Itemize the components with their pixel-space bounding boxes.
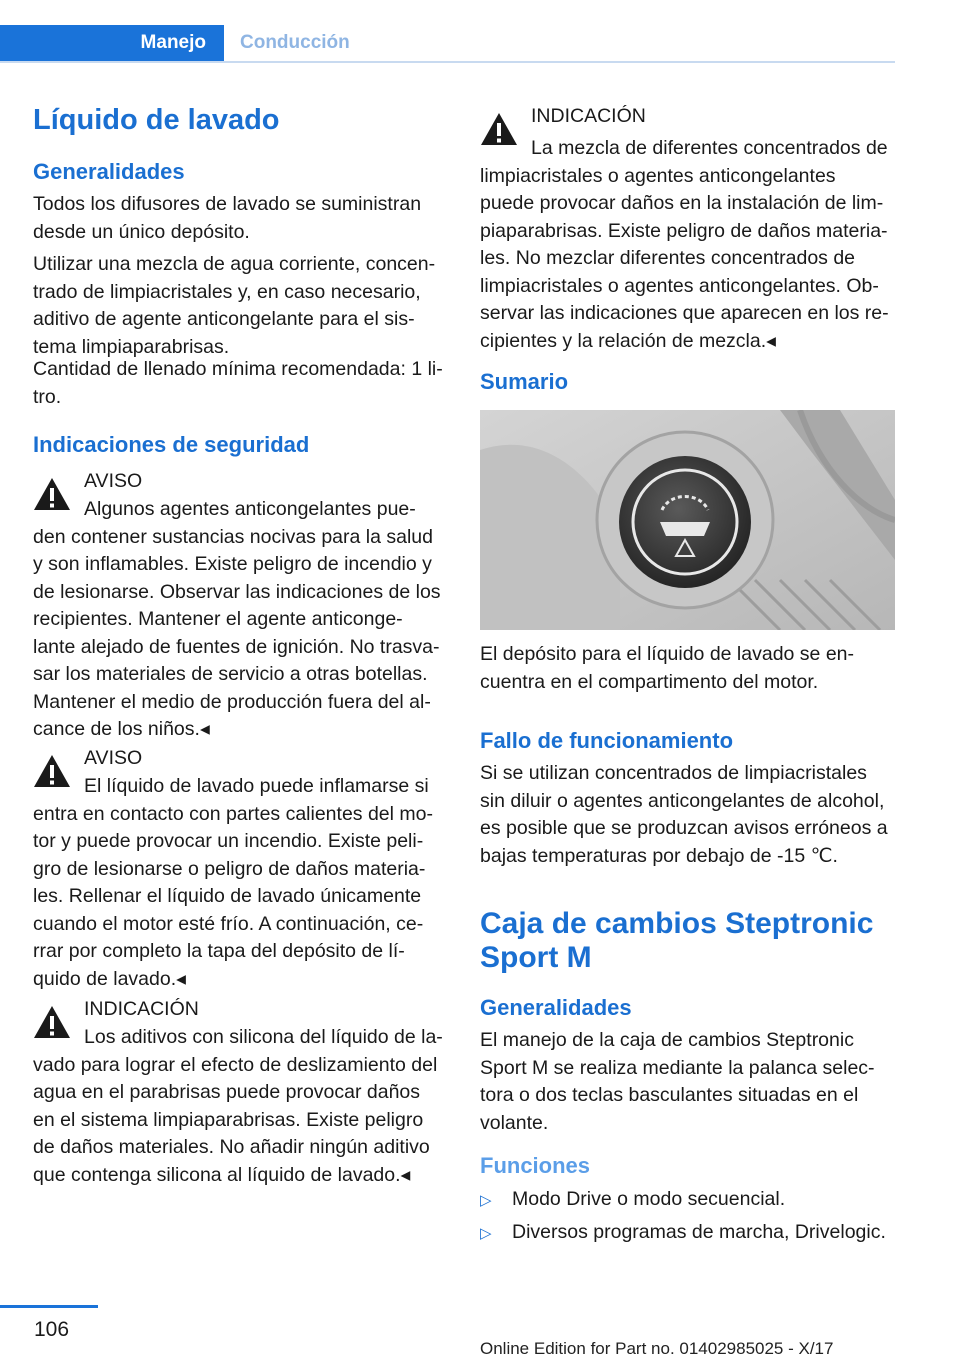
notice-text-indicacion-2: La mezcla de diferentes concentrados de limpiacristales o agentes anticongelantes puede provocar daños en la instalación de lim- piaparabrisas. Existe peligro de daños materia- les. No mezclar diferentes concentrados de limpiacristales o agentes anticongelantes. Ob- servar las indicaciones que aparecen en los re- cipientes y la relación de mezcla.◂	[480, 137, 889, 352]
paragraph-gen-3: Cantidad de llenado mínima recomendada: 1 li- tro.	[33, 358, 443, 408]
bullet-triangle-icon: ▷	[480, 1192, 492, 1209]
notice-title-indicacion: INDICACIÓN	[84, 998, 199, 1020]
notice-title-indicacion: INDICACIÓN	[531, 105, 646, 127]
paragraph-gen-2: Utilizar una mezcla de agua corriente, concen- trado de limpiacristales y, en caso necesario, aditivo de agente anticongelante para el sis- tema limpiaparabrisas.	[33, 253, 436, 358]
paragraph-gen-1: Todos los difusores de lavado se suministran desde un único depósito.	[33, 193, 422, 243]
heading-fallo: Fallo de funcionamiento	[480, 728, 734, 753]
paragraph-caja-gen: El manejo de la caja de cambios Steptronic Sport M se realiza mediante la palanca selec- tora o dos teclas basculantes situadas en el volante.	[480, 1029, 875, 1134]
notice-text-aviso-1: Algunos agentes anticongelantes pue- den contener sustancias nocivas para la salud y son inflamables. Existe peligro de incendio y de lesionarse. Observar las indicaciones de los recipientes. Mantener el agente anticonge- lante alejado de fuentes de ignición. No trasva- sar los materiales de servicio a otras botellas. Mantener el medio de producción fuera del al- cance de los niños.◂	[33, 498, 441, 740]
footer-rule	[0, 1305, 98, 1308]
heading-sumario: Sumario	[480, 369, 569, 394]
notice-title-aviso: AVISO	[84, 747, 143, 769]
heading-seguridad: Indicaciones de seguridad	[33, 432, 310, 457]
heading-funciones: Funciones	[480, 1153, 591, 1178]
notice-title-aviso: AVISO	[84, 470, 143, 492]
notice-text-aviso-2: El líquido de lavado puede inflamarse si entra en contacto con partes calientes del mo- tor y puede provocar un incendio. Existe peli- gro de lesionarse o peligro de daños materia- les. Rellenar el líquido de lavado únicamente cuando el motor esté frío. A continuación, ce- rrar por completo la tapa del depósito de lí- quido de lavado.◂	[33, 775, 433, 990]
tab-manejo[interactable]: Manejo	[0, 25, 224, 61]
tab-conduccion[interactable]: Conducción	[240, 32, 350, 53]
heading-caja-generalidades: Generalidades	[480, 995, 632, 1020]
page-number: 106	[34, 1318, 70, 1341]
list-item: ▷ Diversos programas de marcha, Drivelogic.	[480, 1219, 886, 1248]
edition-note: Online Edition for Part no. 01402985025 - X/17	[480, 1339, 834, 1358]
bullet-triangle-icon: ▷	[480, 1225, 492, 1242]
notice-text-indicacion-1: Los aditivos con silicona del líquido de la- vado para lograr el efecto de deslizamiento del agua en el parabrisas puede provocar daños en el sistema limpiaparabrisas. Existe peligro de daños materiales. No añadir ningún aditivo que contenga silicona al líquido de lavado.◂	[33, 1026, 443, 1186]
header-bar	[0, 25, 895, 63]
paragraph-fallo: Si se utilizan concentrados de limpiacristales sin diluir o agentes anticongelantes de alcohol, es posible que se produzcan avisos erróneos a bajas temperaturas por debajo de -15 ℃.	[480, 762, 888, 867]
section-title-caja: Caja de cambios Steptronic Sport M	[480, 907, 874, 974]
photo-caption: El depósito para el líquido de lavado se en- cuentra en el compartimento del motor.	[480, 643, 855, 693]
heading-generalidades: Generalidades	[33, 159, 185, 184]
washer-reservoir-photo	[480, 410, 895, 630]
section-title-liquido: Líquido de lavado	[33, 104, 280, 136]
list-item: ▷ Modo Drive o modo secuencial.	[480, 1186, 785, 1215]
